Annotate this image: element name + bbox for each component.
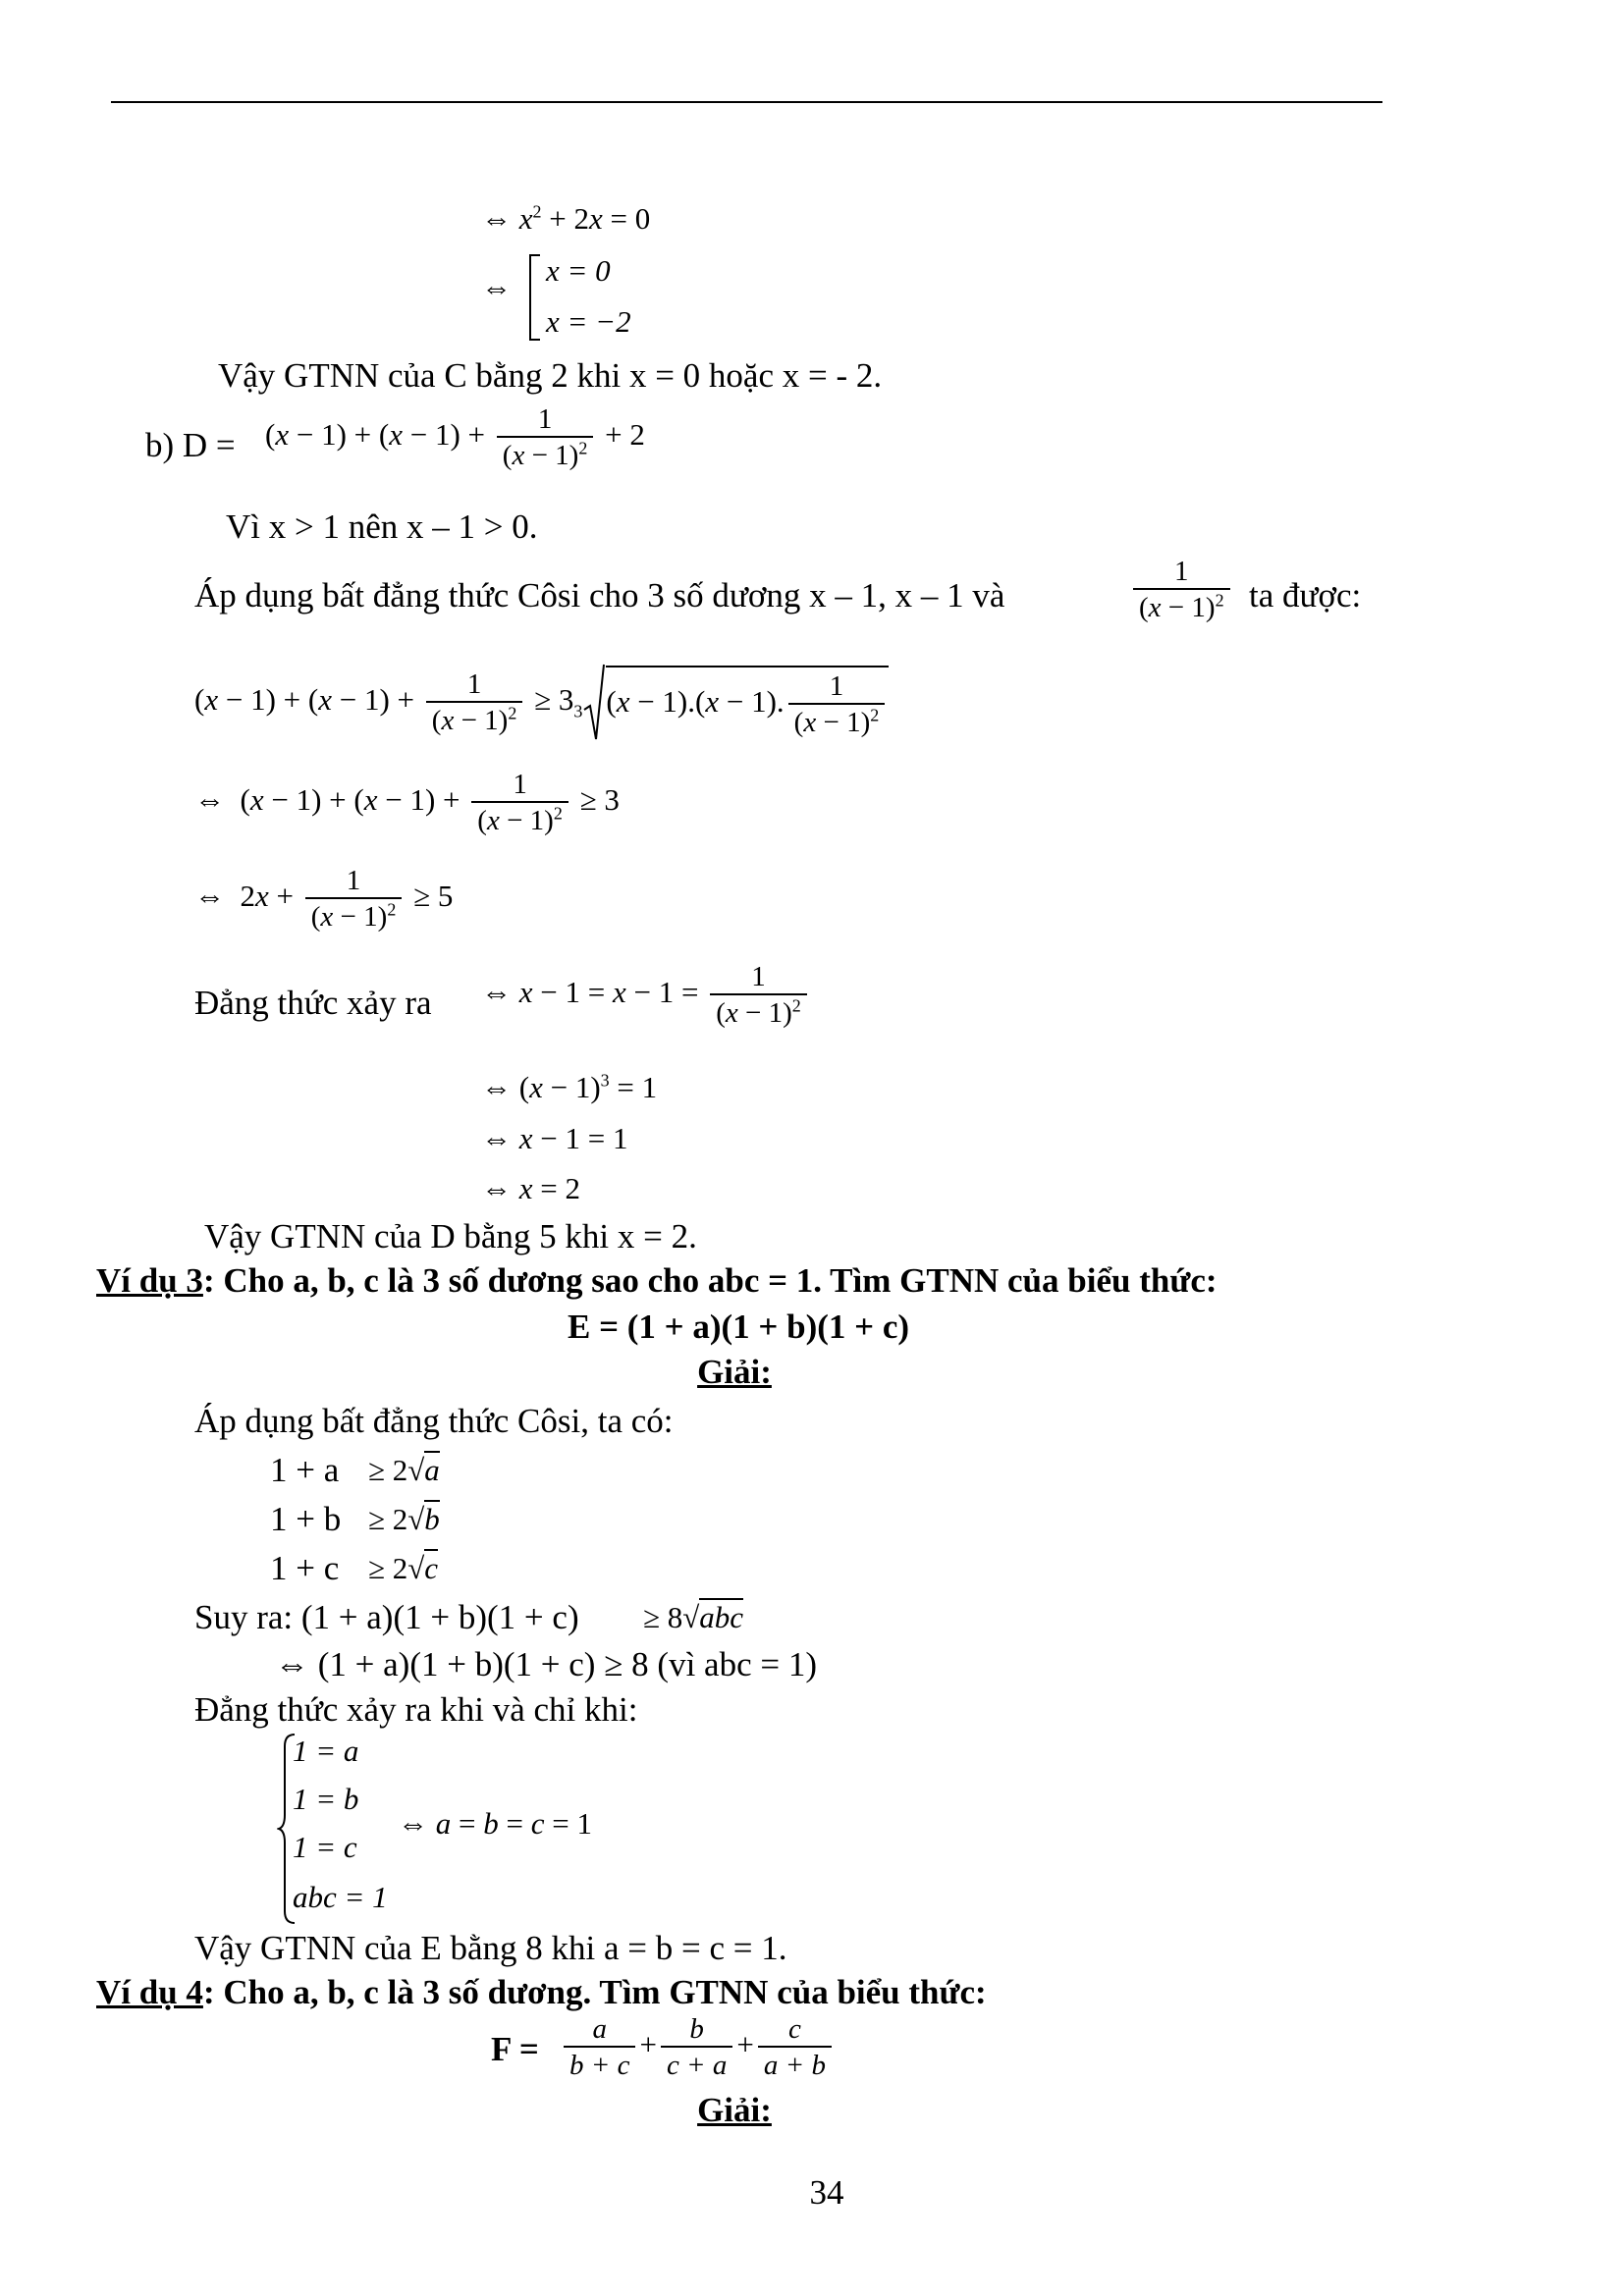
cauchy-inequality: (x − 1) + (x − 1) + $\frac{1}{(x - 1)^2}$ ≥ $3_3$ (x − 1).(x − 1). $\frac{1}{(x - 1)^2}$ bbox=[194, 663, 889, 743]
conclusion-text: Vậy GTNN của E bằng 8 khi a = b = c = 1. bbox=[194, 1929, 787, 1967]
apply-text: Áp dụng bất đẳng thức Côsi, ta có: bbox=[194, 1402, 674, 1440]
suy-ra-step: ⇔ (1 + a)(1 + b)(1 + c) ≥ 8 (vì abc = 1) bbox=[275, 1645, 818, 1683]
example-text: : Cho a, b, c là 3 số dương. Tìm GTNN của biểu thức: bbox=[202, 1973, 987, 2011]
system-line: abc = 1 bbox=[293, 1880, 388, 1914]
example-label: Ví dụ 3 bbox=[96, 1261, 203, 1300]
equality-text: Đẳng thức xảy ra khi và chỉ khi: bbox=[194, 1690, 638, 1729]
equation-line: ⇔ $x^2 + 2x = 0$ bbox=[481, 201, 651, 236]
conclusion-text: Vậy GTNN của C bằng 2 khi x = 0 hoặc x = - 2. bbox=[218, 356, 883, 395]
example-heading bbox=[96, 1973, 987, 2012]
suy-ra-text: Suy ra: (1 + a)(1 + b)(1 + c) bbox=[194, 1598, 579, 1636]
example-label: Ví dụ 4 bbox=[96, 1973, 203, 2011]
equality-condition: ⇔ x − 1 = x − 1 = $\frac{1}{(x - 1)^2}$ bbox=[481, 960, 811, 1031]
root-line: x = 0 bbox=[546, 253, 611, 288]
system-line: 1 = c bbox=[293, 1830, 357, 1864]
equation-line: ⇔ $(x - 1)^3 = 1$ bbox=[481, 1070, 658, 1104]
radical-icon bbox=[582, 663, 606, 743]
fraction: $\frac{1}{(x - 1)^2}$ bbox=[1129, 555, 1234, 625]
cauchy-tail: ta được: bbox=[1249, 576, 1362, 614]
root-line: x = −2 bbox=[546, 304, 631, 339]
equivalence-symbol: ⇔ bbox=[481, 270, 512, 304]
example-text: : Cho a, b, c là 3 số dương sao cho abc = 1. Tìm GTNN của biểu thức: bbox=[202, 1261, 1218, 1300]
ineq-right: ≥ 2√c bbox=[368, 1551, 439, 1585]
ineq-left: 1 + a bbox=[270, 1451, 340, 1489]
header-rule bbox=[111, 101, 1382, 103]
expression-f-label: F = bbox=[491, 2030, 539, 2068]
cauchy-intro: Áp dụng bất đẳng thức Côsi cho 3 số dương x – 1, x – 1 và bbox=[194, 576, 1005, 614]
equality-text: Đẳng thức xảy ra bbox=[194, 984, 432, 1022]
expression-e: E = (1 + a)(1 + b)(1 + c) bbox=[567, 1308, 910, 1346]
system-result: ⇔ a = b = c = 1 bbox=[398, 1806, 592, 1841]
page-number: 34 bbox=[809, 2173, 844, 2212]
system-line: 1 = b bbox=[293, 1782, 359, 1816]
condition-text: Vì x > 1 nên x – 1 > 0. bbox=[226, 507, 538, 546]
inequality-step: ⇔ (x − 1) + (x − 1) + $\frac{1}{(x - 1)^2}$ ≥ 3 bbox=[194, 769, 620, 836]
ineq-right: ≥ 2√b bbox=[368, 1502, 440, 1536]
system-line: 1 = a bbox=[293, 1734, 359, 1768]
expression-f: $\frac{a}{b + c}$ + $\frac{b}{c + a}$ + $\frac{c}{a + b}$ bbox=[560, 2012, 836, 2083]
bracket-icon bbox=[526, 253, 542, 342]
solution-heading: Giải: bbox=[697, 2091, 772, 2129]
formula-d: (x − 1) + (x − 1) + $\frac{1}{(x - 1)^2}$ + 2 bbox=[265, 403, 645, 471]
ineq-left: 1 + c bbox=[270, 1549, 340, 1587]
ineq-left: 1 + b bbox=[270, 1500, 342, 1538]
equation-line: ⇔ x − 1 = 1 bbox=[481, 1121, 628, 1155]
equation-line: ⇔ x = 2 bbox=[481, 1171, 580, 1205]
solution-heading: Giải: bbox=[697, 1353, 772, 1391]
ineq-right: ≥ 2√a bbox=[368, 1453, 440, 1487]
part-label: b) D = bbox=[145, 426, 236, 464]
product-bound: ≥ 8√abc bbox=[643, 1600, 744, 1634]
conclusion-text: Vậy GTNN của D bằng 5 khi x = 2. bbox=[204, 1217, 697, 1255]
example-heading bbox=[96, 1261, 1218, 1301]
inequality-step: ⇔ 2x + $\frac{1}{(x - 1)^2}$ ≥ 5 bbox=[194, 865, 454, 933]
